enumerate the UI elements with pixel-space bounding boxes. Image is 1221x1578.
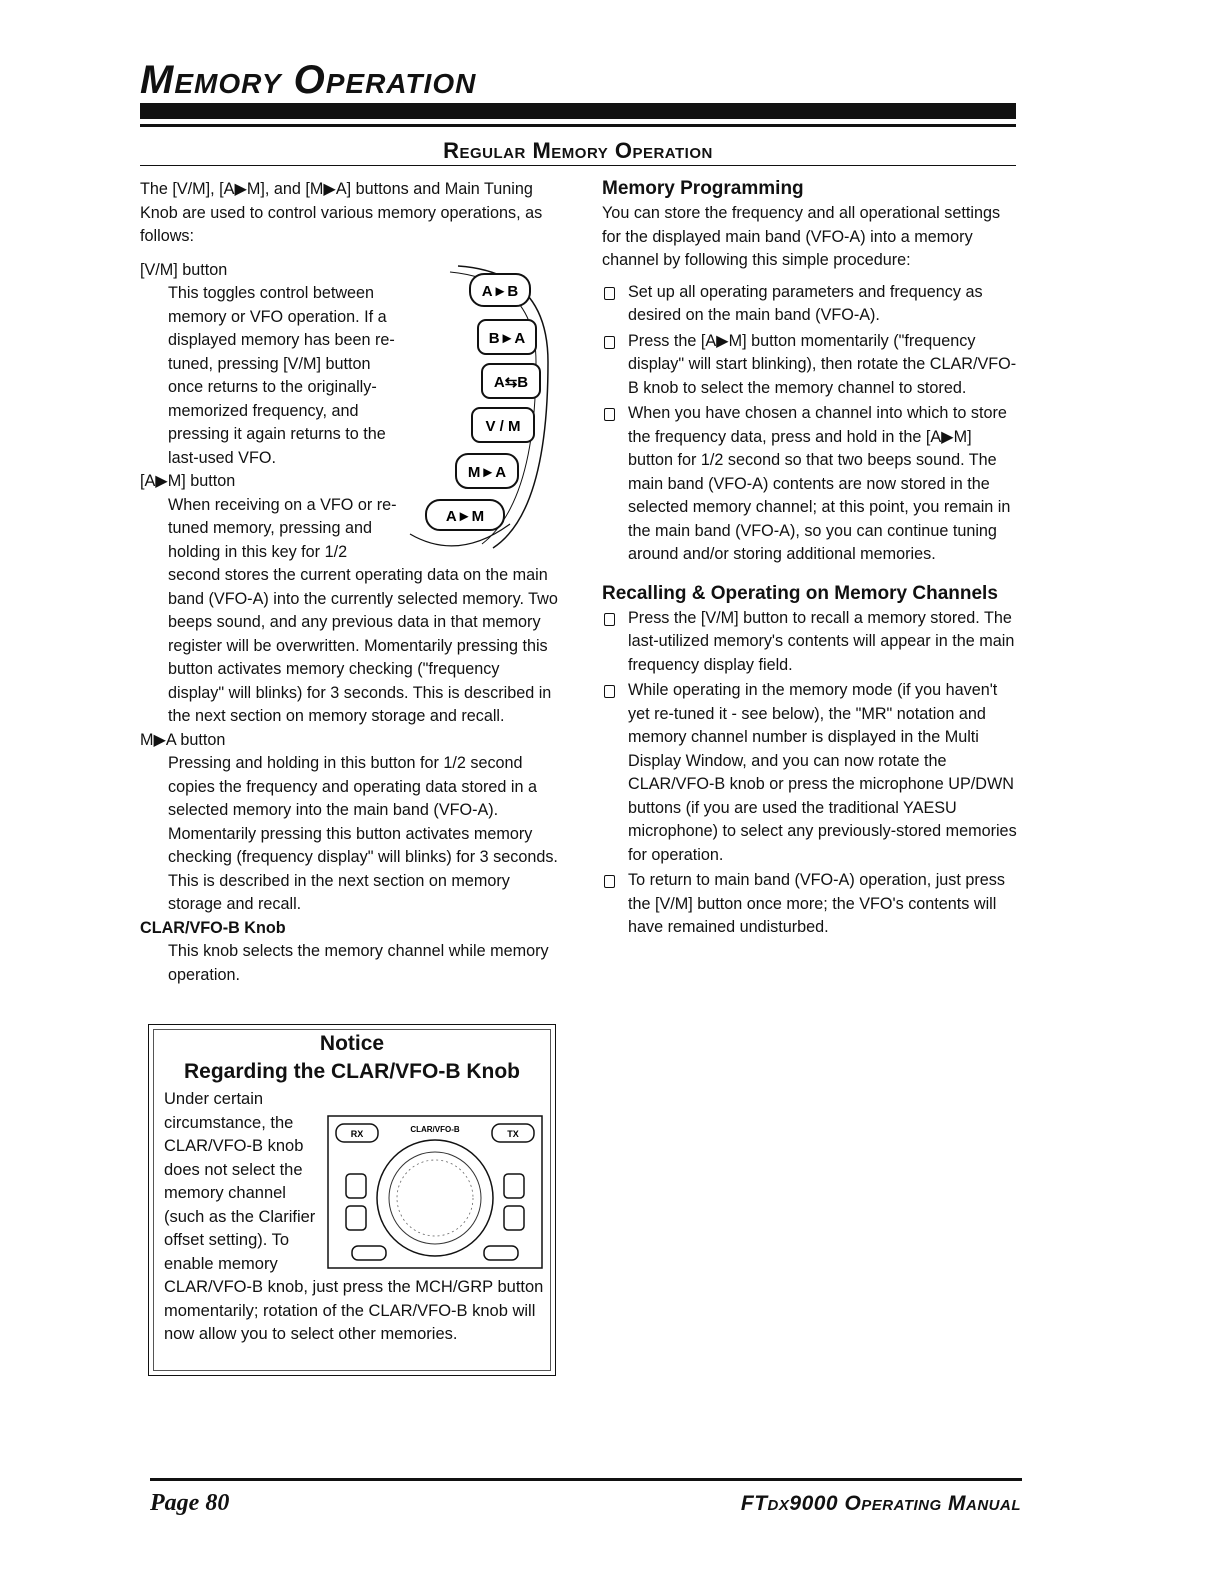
programming-intro: You can store the frequency and all operational settings for the displayed main band (VFO-A) into a memory channel by following this simple procedure: — [602, 204, 1001, 269]
svg-text:A►M: A►M — [445, 508, 485, 525]
svg-text:A⇆B: A⇆B — [493, 374, 529, 391]
svg-text:A►B: A►B — [481, 283, 519, 300]
clar-knob-figure — [326, 1114, 544, 1270]
svg-text:RX: RX — [350, 1129, 364, 1139]
term-vm-button: [V/M] button — [140, 260, 228, 279]
desc-clar-knob: This knob selects the memory channel while memory operation. — [168, 942, 549, 984]
notice-title: Notice — [319, 1032, 385, 1055]
button-strip-figure — [398, 262, 558, 552]
programming-step: Set up all operating parameters and frequency as desired on the main band (VFO-A). — [602, 281, 1018, 328]
svg-text:B►A: B►A — [488, 330, 526, 347]
term-am-button: [A▶M] button — [140, 472, 236, 490]
checkbox-icon — [604, 613, 615, 626]
footer-rule — [150, 1478, 1022, 1481]
programming-heading: Memory Programming — [602, 178, 804, 199]
term-ma-button: M▶A button — [140, 730, 226, 749]
page-number: Page 80 — [150, 1490, 230, 1516]
btn-ma — [456, 454, 518, 488]
programming-step: Press the [A▶M] button momentarily ("frequency display" will start blinking), then rotate the CLAR/VFO-B knob to select the memory channel to stored. — [602, 330, 1018, 401]
notice-subtitle: Regarding the CLAR/VFO-B Knob — [184, 1060, 520, 1083]
section-heading: Regular Memory Operation — [443, 138, 713, 163]
btn-vm — [472, 408, 534, 442]
intro-paragraph: The [V/M], [A▶M], and [M▶A] buttons and Main Tuning Knob are used to control various memory operations, as follows: — [140, 180, 543, 245]
term-clar-knob: CLAR/VFO-B Knob — [140, 918, 286, 937]
checkbox-icon — [604, 287, 615, 300]
page-title: Memory Operation — [140, 58, 477, 102]
svg-text:V / M: V / M — [485, 418, 521, 435]
checkbox-icon — [604, 336, 615, 349]
checkbox-icon — [604, 875, 615, 888]
svg-text:CLAR/VFO-B: CLAR/VFO-B — [410, 1125, 460, 1134]
programming-steps — [602, 281, 1018, 567]
checkbox-icon — [604, 685, 615, 698]
desc-vm-button: This toggles control between memory or VFO operation. If a displayed memory has been re-tuned, pressing [V/M] button once returns to the originally-memorized frequency, and pressing it again returns to the last-used VFO. — [168, 284, 395, 467]
recalling-step: Press the [V/M] button to recall a memory stored. The last-utilized memory's contents will appear in the main frequency display field. — [602, 607, 1018, 678]
desc-am-button: When receiving on a VFO or re-tuned memory, pressing and holding in this key for 1/2 second stores the current operating data on the main band (VFO-A) into the currently selected memory. Two beeps sound, and any previous data in that memory register will be overwritten. Momentarily pressing this button activates memory checking ("frequency display" will blinks) for 3 seconds. This is described in the next section on memory storage and recall. — [168, 495, 558, 725]
svg-text:M►A: M►A — [467, 464, 507, 481]
recalling-step: To return to main band (VFO-A) operation, just press the [V/M] button once more; the VFO's contents will have remained undisturbed. — [602, 869, 1018, 940]
btn-am — [426, 500, 504, 530]
recalling-step: While operating in the memory mode (if you haven't yet re-tuned it - see below), the "MR" notation and memory channel number is displayed in the Multi Display Window, and you can now rotate the CLAR/VFO-B knob or press the microphone UP/DWN buttons (if you are used the traditional YAESU microphone) to select any previously-stored memories for operation. — [602, 679, 1018, 867]
recalling-heading: Recalling & Operating on Memory Channels — [602, 582, 998, 604]
btn-ab — [470, 274, 530, 306]
title-rule-thin — [140, 124, 1016, 127]
svg-text:TX: TX — [507, 1129, 519, 1139]
checkbox-icon — [604, 408, 615, 421]
right-column — [602, 176, 1018, 942]
recalling-steps — [602, 607, 1018, 940]
notice-text-lines: Under certain circumstance, the CLAR/VFO-B knob does not select the memory channel (such as the Clarifier offset setting). To enable memory CLAR/VFO-B knob, just press the MCH/GRP button momentarily; rotation of the CLAR/VFO-B knob will now allow you to select other memories. — [164, 1090, 544, 1343]
desc-ma-button: Pressing and holding in this button for 1/2 second copies the frequency and operating data stored in a selected memory into the main band (VFO-A). Momentarily pressing this button activates memory checking (frequency display" will blinks) for 3 seconds. This is described in the next section on memory storage and recall. — [168, 754, 558, 913]
btn-aswap — [482, 364, 540, 398]
btn-ba — [478, 320, 536, 354]
section-heading-rule — [140, 165, 1016, 166]
manual-name: FTdx9000 Operating Manual — [740, 1492, 1021, 1515]
programming-step: When you have chosen a channel into which to store the frequency data, press and hold in the [A▶M] button for 1/2 second so that two beeps sound. The main band (VFO-A) contents are now stored in the selected memory channel; at this point, you remain in the main band (VFO-A), so you can continue tuning around and/or storing additional memories. — [602, 402, 1018, 567]
title-rule-thick — [140, 103, 1016, 119]
